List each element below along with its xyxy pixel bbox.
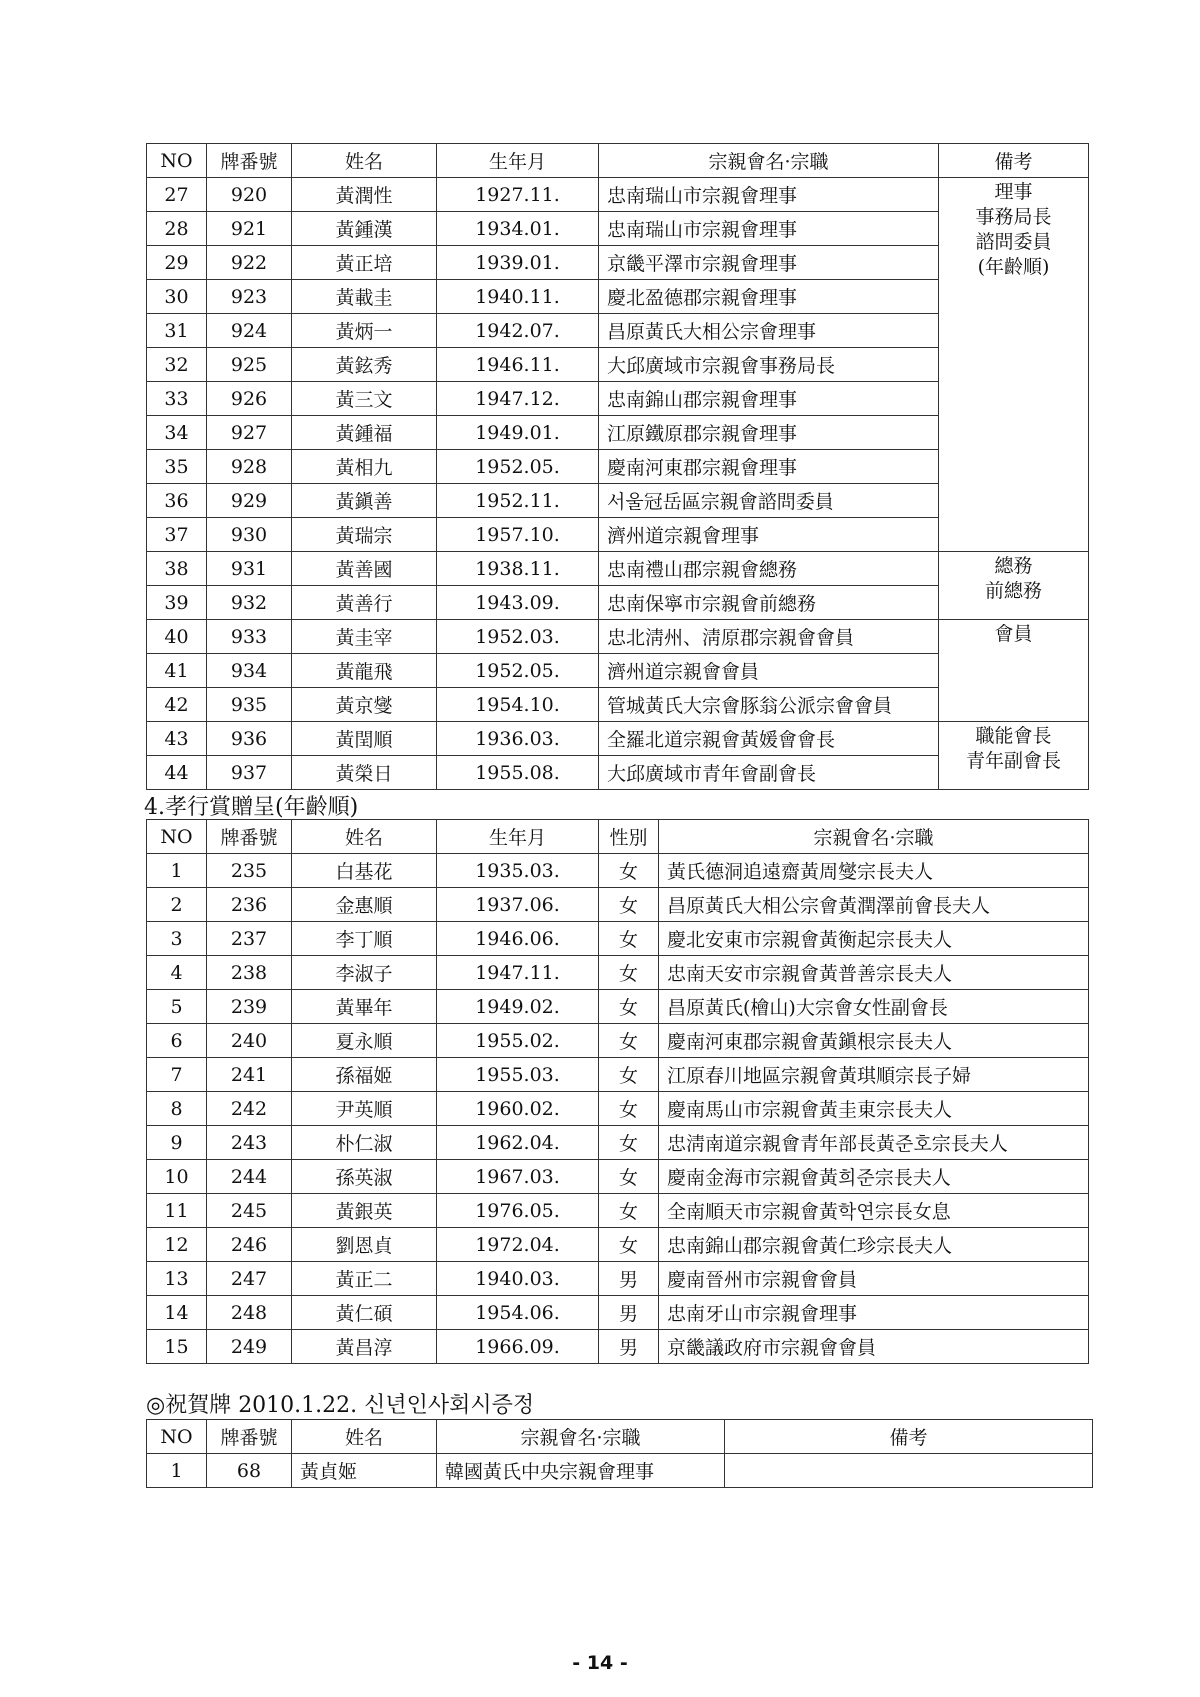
header-no: NO [147,144,207,178]
cell-name: 黃三文 [292,382,437,416]
cell-plaque-number: 927 [207,416,292,450]
cell-position: 忠南錦山郡宗親會理事 [599,382,939,416]
cell-remarks [939,552,1089,620]
table-row [147,1228,1089,1262]
cell-position: 全南順天市宗親會黃학연宗長女息 [659,1194,1089,1228]
cell-no: 6 [147,1024,207,1058]
cell-position: 韓國黃氏中央宗親會理事 [437,1454,725,1488]
cell-no: 36 [147,484,207,518]
table-row [147,1194,1089,1228]
header-no: NO [147,1420,207,1454]
cell-birth: 1955.03. [437,1058,599,1092]
cell-no: 1 [147,1454,207,1488]
cell-no: 40 [147,620,207,654]
cell-position: 京畿平澤市宗親會理事 [599,246,939,280]
cell-no: 37 [147,518,207,552]
cell-gender: 女 [599,1058,659,1092]
cell-plaque-number: 237 [207,922,292,956]
cell-name: 黃京燮 [292,688,437,722]
cell-birth: 1936.03. [437,722,599,756]
cell-birth: 1967.03. [437,1160,599,1194]
section-heading-filial-award: 4.孝行賞贈呈(年齡順) [144,795,359,820]
cell-birth: 1935.03. [437,854,599,888]
cell-position: 昌原黃氏(檜山)大宗會女性副會長 [659,990,1089,1024]
table-row [147,620,1089,654]
cell-name: 黃閏順 [292,722,437,756]
page-number: - 14 - [572,1652,628,1674]
cell-name: 黃正二 [292,1262,437,1296]
remark-line: 事務局長 [975,206,1052,228]
cell-plaque-number: 925 [207,348,292,382]
cell-plaque-number: 926 [207,382,292,416]
cell-no: 2 [147,888,207,922]
cell-no: 5 [147,990,207,1024]
cell-plaque-number: 243 [207,1126,292,1160]
cell-no: 8 [147,1092,207,1126]
cell-no: 28 [147,212,207,246]
cell-name: 孫英淑 [292,1160,437,1194]
cell-position: 忠南天安市宗親會黃普善宗長夫人 [659,956,1089,990]
cell-gender: 女 [599,956,659,990]
cell-no: 10 [147,1160,207,1194]
cell-plaque-number: 936 [207,722,292,756]
header-name: 姓名 [292,1420,437,1454]
cell-gender: 女 [599,854,659,888]
cell-no: 38 [147,552,207,586]
cell-plaque-number: 935 [207,688,292,722]
cell-name: 黃龍飛 [292,654,437,688]
section-heading-congratulation: ◎祝賀牌 2010.1.22. 신년인사회시증정 [146,1393,535,1418]
cell-position: 慶南河東郡宗親會黃鎭根宗長夫人 [659,1024,1089,1058]
remark-line: (年齡順) [977,256,1050,278]
cell-name: 黃畢年 [292,990,437,1024]
cell-birth: 1952.05. [437,450,599,484]
remark-line: 會員 [994,623,1033,645]
cell-no: 14 [147,1296,207,1330]
header-plaque-number: 牌番號 [207,144,292,178]
table-header-row [147,820,1089,854]
cell-no: 30 [147,280,207,314]
cell-no: 43 [147,722,207,756]
cell-name: 黃相九 [292,450,437,484]
cell-plaque-number: 68 [207,1454,292,1488]
cell-plaque-number: 929 [207,484,292,518]
cell-plaque-number: 924 [207,314,292,348]
cell-birth: 1949.02. [437,990,599,1024]
cell-birth: 1940.11. [437,280,599,314]
cell-plaque-number: 242 [207,1092,292,1126]
cell-position: 慶北盈德郡宗親會理事 [599,280,939,314]
cell-birth: 1947.11. [437,956,599,990]
cell-position: 忠北淸州、淸原郡宗親會會員 [599,620,939,654]
cell-name: 黃鎭善 [292,484,437,518]
cell-name: 李丁順 [292,922,437,956]
cell-plaque-number: 244 [207,1160,292,1194]
cell-plaque-number: 928 [207,450,292,484]
cell-name: 黃鍾福 [292,416,437,450]
header-no: NO [147,820,207,854]
table-row [147,552,1089,586]
cell-name: 尹英順 [292,1092,437,1126]
cell-no: 34 [147,416,207,450]
remark-line: 青年副會長 [965,750,1061,772]
cell-name: 黃鉉秀 [292,348,437,382]
table-header-row [147,144,1089,178]
table-row [147,888,1089,922]
cell-no: 33 [147,382,207,416]
cell-gender: 男 [599,1330,659,1364]
cell-plaque-number: 235 [207,854,292,888]
award-table-3 [146,1419,1093,1488]
cell-no: 3 [147,922,207,956]
cell-no: 27 [147,178,207,212]
cell-name: 黃昌淳 [292,1330,437,1364]
cell-position: 慶南馬山市宗親會黃圭東宗長夫人 [659,1092,1089,1126]
cell-name: 黃載圭 [292,280,437,314]
cell-gender: 男 [599,1262,659,1296]
cell-gender: 女 [599,1160,659,1194]
header-position: 宗親會名·宗職 [659,820,1089,854]
table-row [147,1160,1089,1194]
header-gender: 性別 [599,820,659,854]
cell-birth: 1943.09. [437,586,599,620]
cell-no: 11 [147,1194,207,1228]
cell-birth: 1955.02. [437,1024,599,1058]
cell-position: 濟州道宗親會理事 [599,518,939,552]
table-row [147,1024,1089,1058]
award-table-2-body [147,854,1089,1364]
remark-line: 職能會長 [975,725,1052,747]
cell-remarks [939,620,1089,722]
cell-plaque-number: 921 [207,212,292,246]
cell-name: 白基花 [292,854,437,888]
cell-birth: 1960.02. [437,1092,599,1126]
cell-plaque-number: 920 [207,178,292,212]
cell-no: 12 [147,1228,207,1262]
cell-gender: 女 [599,888,659,922]
remark-line: 前總務 [984,580,1042,602]
cell-name: 黃榮日 [292,756,437,790]
cell-position: 昌原黃氏大相公宗會黃潤澤前會長夫人 [659,888,1089,922]
cell-name: 黃鍾漢 [292,212,437,246]
remark-line: 總務 [994,555,1033,577]
cell-birth: 1957.10. [437,518,599,552]
cell-position: 忠淸南道宗親會青年部長黃준호宗長夫人 [659,1126,1089,1160]
cell-birth: 1972.04. [437,1228,599,1262]
table-row [147,990,1089,1024]
cell-no: 1 [147,854,207,888]
cell-plaque-number: 923 [207,280,292,314]
cell-name: 黃貞姬 [292,1454,437,1488]
cell-position: 黃氏德洞追遠齋黃周燮宗長夫人 [659,854,1089,888]
header-remarks: 備考 [725,1420,1093,1454]
cell-birth: 1966.09. [437,1330,599,1364]
table-row [147,1330,1089,1364]
cell-plaque-number: 937 [207,756,292,790]
award-table-2 [146,819,1089,1364]
cell-plaque-number: 245 [207,1194,292,1228]
header-name: 姓名 [292,144,437,178]
cell-birth: 1962.04. [437,1126,599,1160]
cell-plaque-number: 236 [207,888,292,922]
cell-name: 黃善國 [292,552,437,586]
cell-position: 慶南河東郡宗親會理事 [599,450,939,484]
cell-no: 32 [147,348,207,382]
cell-birth: 1937.06. [437,888,599,922]
table-header-row [147,1420,1093,1454]
cell-gender: 女 [599,990,659,1024]
award-table-1 [146,143,1089,790]
cell-remarks [939,178,1089,552]
cell-position: 忠南牙山市宗親會理事 [659,1296,1089,1330]
cell-birth: 1946.11. [437,348,599,382]
cell-no: 35 [147,450,207,484]
cell-remarks [725,1454,1093,1488]
header-position: 宗親會名·宗職 [599,144,939,178]
cell-position: 全羅北道宗親會黃媛會會長 [599,722,939,756]
cell-birth: 1940.03. [437,1262,599,1296]
cell-gender: 女 [599,1024,659,1058]
cell-position: 昌原黃氏大相公宗會理事 [599,314,939,348]
cell-no: 4 [147,956,207,990]
table-row [147,1092,1089,1126]
cell-gender: 女 [599,1228,659,1262]
table-row [147,956,1089,990]
cell-birth: 1942.07. [437,314,599,348]
cell-position: 京畿議政府市宗親會會員 [659,1330,1089,1364]
cell-plaque-number: 933 [207,620,292,654]
cell-name: 黃銀英 [292,1194,437,1228]
cell-position: 大邱廣域市宗親會事務局長 [599,348,939,382]
table-row [147,1126,1089,1160]
award-table-3-body [147,1454,1093,1488]
cell-position: 濟州道宗親會會員 [599,654,939,688]
cell-birth: 1946.06. [437,922,599,956]
table-row [147,178,1089,212]
cell-birth: 1938.11. [437,552,599,586]
cell-no: 31 [147,314,207,348]
cell-plaque-number: 932 [207,586,292,620]
cell-birth: 1952.05. [437,654,599,688]
cell-name: 李淑子 [292,956,437,990]
table-row [147,1262,1089,1296]
cell-plaque-number: 934 [207,654,292,688]
cell-birth: 1949.01. [437,416,599,450]
cell-gender: 男 [599,1296,659,1330]
cell-plaque-number: 249 [207,1330,292,1364]
cell-gender: 女 [599,922,659,956]
cell-position: 慶北安東市宗親會黃衡起宗長夫人 [659,922,1089,956]
cell-name: 黃正培 [292,246,437,280]
cell-position: 忠南保寧市宗親會前總務 [599,586,939,620]
cell-position: 江原春川地區宗親會黃琪順宗長子婦 [659,1058,1089,1092]
cell-no: 44 [147,756,207,790]
cell-birth: 1952.03. [437,620,599,654]
cell-no: 15 [147,1330,207,1364]
header-plaque-number: 牌番號 [207,820,292,854]
table-row [147,722,1089,756]
cell-birth: 1934.01. [437,212,599,246]
cell-birth: 1947.12. [437,382,599,416]
cell-remarks [939,722,1089,790]
cell-birth: 1976.05. [437,1194,599,1228]
cell-plaque-number: 248 [207,1296,292,1330]
award-table-1-body [147,178,1089,790]
cell-no: 29 [147,246,207,280]
cell-name: 黃炳一 [292,314,437,348]
cell-position: 忠南瑞山市宗親會理事 [599,178,939,212]
cell-position: 忠南錦山郡宗親會黃仁珍宗長夫人 [659,1228,1089,1262]
cell-no: 42 [147,688,207,722]
header-birth: 生年月 [437,820,599,854]
cell-name: 黃瑞宗 [292,518,437,552]
cell-birth: 1954.10. [437,688,599,722]
cell-plaque-number: 239 [207,990,292,1024]
cell-birth: 1952.11. [437,484,599,518]
cell-name: 朴仁淑 [292,1126,437,1160]
header-remarks: 備考 [939,144,1089,178]
table-row [147,1454,1093,1488]
cell-position: 大邱廣域市青年會副會長 [599,756,939,790]
cell-birth: 1955.08. [437,756,599,790]
cell-position: 忠南禮山郡宗親會總務 [599,552,939,586]
cell-gender: 女 [599,1126,659,1160]
table-row [147,854,1089,888]
cell-no: 9 [147,1126,207,1160]
table-row [147,1296,1089,1330]
header-position: 宗親會名·宗職 [437,1420,725,1454]
cell-name: 黃仁碩 [292,1296,437,1330]
cell-no: 13 [147,1262,207,1296]
cell-gender: 女 [599,1194,659,1228]
header-birth: 生年月 [437,144,599,178]
cell-position: 서울冠岳區宗親會諮問委員 [599,484,939,518]
cell-no: 41 [147,654,207,688]
cell-no: 39 [147,586,207,620]
remark-line: 理事 [994,181,1033,203]
cell-birth: 1939.01. [437,246,599,280]
cell-name: 黃圭宰 [292,620,437,654]
table-row [147,1058,1089,1092]
cell-name: 黃善行 [292,586,437,620]
cell-name: 孫福姬 [292,1058,437,1092]
cell-plaque-number: 931 [207,552,292,586]
cell-birth: 1927.11. [437,178,599,212]
header-plaque-number: 牌番號 [207,1420,292,1454]
table-row [147,922,1089,956]
cell-birth: 1954.06. [437,1296,599,1330]
cell-gender: 女 [599,1092,659,1126]
header-name: 姓名 [292,820,437,854]
cell-plaque-number: 238 [207,956,292,990]
cell-plaque-number: 247 [207,1262,292,1296]
cell-plaque-number: 922 [207,246,292,280]
cell-position: 慶南晉州市宗親會會員 [659,1262,1089,1296]
cell-no: 7 [147,1058,207,1092]
cell-name: 夏永順 [292,1024,437,1058]
cell-plaque-number: 246 [207,1228,292,1262]
cell-plaque-number: 930 [207,518,292,552]
cell-position: 慶南金海市宗親會黃희준宗長夫人 [659,1160,1089,1194]
cell-name: 黃潤性 [292,178,437,212]
cell-position: 忠南瑞山市宗親會理事 [599,212,939,246]
cell-name: 金惠順 [292,888,437,922]
cell-position: 管城黃氏大宗會豚翁公派宗會會員 [599,688,939,722]
cell-position: 江原鐵原郡宗親會理事 [599,416,939,450]
cell-plaque-number: 241 [207,1058,292,1092]
cell-plaque-number: 240 [207,1024,292,1058]
remark-line: 諮問委員 [975,231,1052,253]
cell-name: 劉恩貞 [292,1228,437,1262]
